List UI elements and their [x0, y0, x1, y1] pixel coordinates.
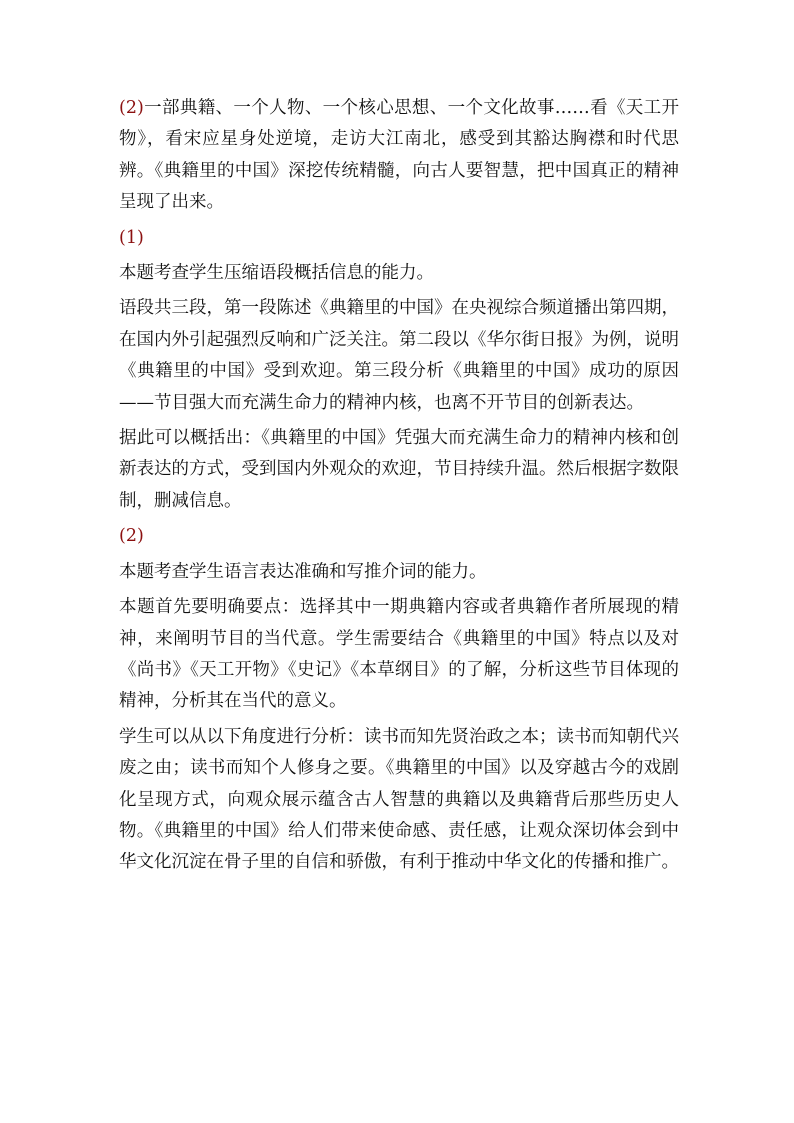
question-label: (1)	[119, 227, 144, 248]
paragraph-summary-1	[119, 423, 679, 517]
paragraph-topic-2	[119, 557, 679, 588]
paragraph-text: 语段共三段，第一段陈述《典籍里的中国》在央视综合频道播出第四期，在国内外引起强烈反响和广泛关注。第二段以《华尔街日报》为例，说明《典籍里的中国》受到欢迎。第三段分析《典籍里的中国》成功的原因——节目强大而充满生命力的精神内核，也离不开节目的创新表达。	[119, 298, 679, 413]
paragraph-text: 本题考查学生压缩语段概括信息的能力。	[119, 263, 434, 284]
paragraph-heading-1	[119, 223, 679, 254]
paragraph-text: 本题首先要明确要点：选择其中一期典籍内容或者典籍作者所展现的精神，来阐明节目的当代意。学生需要结合《典籍里的中国》特点以及对《尚书》《天工开物》《史记》《本草纲目》的了解，分析这些节目体现的精神，分析其在当代的意义。	[119, 597, 679, 712]
paragraph-text: 据此可以概括出：《典籍里的中国》凭强大而充满生命力的精神内核和创新表达的方式，受到国内外观众的欢迎，节目持续升温。然后根据字数限制，删减信息。	[119, 428, 679, 511]
paragraph-analysis-1	[119, 293, 679, 419]
paragraph-text: 一部典籍、一个人物、一个核心思想、一个文化故事……看《天工开物》，看宋应星身处逆境，走访大江南北，感受到其豁达胸襟和时代思辨。《典籍里的中国》深挖传统精髓，向古人要智慧，把中国真正的精神呈现了出来。	[119, 98, 679, 213]
paragraph-heading-2	[119, 521, 679, 552]
paragraph-text: 学生可以从以下角度进行分析：读书而知先贤治政之本；读书而知朝代兴废之由；读书而知个人修身之要。《典籍里的中国》以及穿越古今的戏剧化呈现方式，向观众展示蕴含古人智慧的典籍以及典籍背后那些历史人物。《典籍里的中国》给人们带来使命感、责任感，让观众深切体会到中华文化沉淀在骨子里的自信和骄傲，有利于推动中华文化的传播和推广。	[119, 726, 679, 873]
paragraph-summary-2	[119, 722, 679, 879]
paragraph-analysis-2	[119, 592, 679, 718]
paragraph-intro	[119, 93, 679, 219]
paragraph-text: 本题考查学生语言表达准确和写推介词的能力。	[119, 561, 487, 582]
paragraph-topic-1	[119, 258, 679, 289]
document-body	[119, 93, 679, 879]
question-label: (2)	[119, 526, 144, 547]
question-label: (2)	[119, 98, 144, 118]
